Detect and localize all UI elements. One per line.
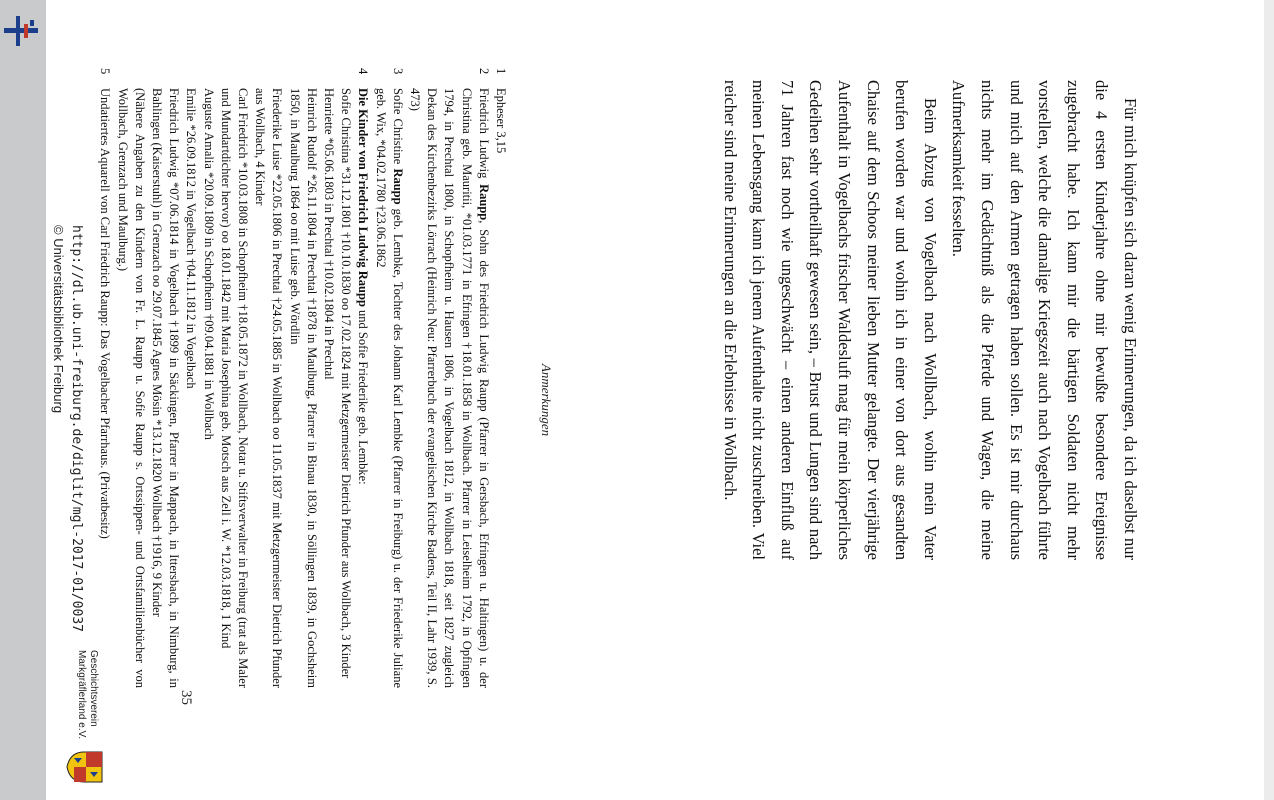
note-item [492,68,509,688]
note-text [354,88,371,688]
note-text-content: Friederike Luise *22.05.1806 in Prechtal †24.05.1885 in Wollbach oo 11.05.1837 mit Metzgermeister Dietrich Pfunder aus Wollbach, 4 Kinder [253,88,285,688]
viewer-left-strip [0,0,46,800]
note-item [337,68,354,688]
note-text-content: Sofie Christina *31.12.1801 †10.10.1830 oo 17.02.1824 mit Metzgermeister Dietrich Pfunder aus Wollbach, 3 Kinder [339,88,354,679]
note-item [113,68,147,688]
note-item [148,68,182,688]
note-text-post: und Sofie Friederike geb. Lembke: [356,306,371,485]
note-number: 5 [98,68,113,75]
footer-copyright: © Universitätsbibliothek Freiburg [51,225,66,414]
coat-of-arms-icon [66,750,104,784]
note-text-content: (Nähere Angaben zu den Kindern von Fr. L. Raupp u. Sofie Raupp s. Ortssippen- und Ortsfamilienbücher von Wollbach, Grenzach und Maulburg.) [115,88,147,688]
note-text-content: Undatiertes Aquarell von Carl Friedrich Raupp: Das Vogelbacher Pfarrhaus. (Privatbesitz) [98,88,113,539]
paragraph: Beim Abzug von Vogelbach nach Wollbach, wohin mein Vater berufen worden war und wohin ich in einer von dort aus gesandten Chaise auf dem Schoos meiner lieben Mutter gelangte. Der vierjährige Aufenthalt in Vogelbachs frischer Waldesluft mag für mein körperliches Gedeihen sehr vortheilhaft gewesen sein, – Brust und Lungen sind nach 71 Jahren fast noch wie ungeschwächt – einen anderen Einfluß auf meinen Lebensgang kann ich jenem Aufenthalte nicht zuschreiben. Viel reicher sind meine Erinnerungen an die Erlebnisse in Wollbach. [720,80,940,560]
note-text-content: Henriette *05.06.1803 in Prechtal †10.02.1804 in Prechtal [321,88,336,380]
note-text-content: Emilie *26.09.1812 in Vogelbach †04.11.1812 in Vogelbach [184,88,199,389]
note-text [96,88,113,688]
note-number: 4 [356,68,371,75]
note-text [251,88,285,688]
note-item [217,68,251,688]
note-text-pre: Friedrich Ludwig [476,88,491,185]
notes-list [96,68,509,688]
note-text-bold: Raupp [476,184,491,221]
note-text-bold: Raupp [390,168,405,205]
note-item [96,68,113,688]
note-number: 2 [476,68,491,75]
note-item [406,68,492,688]
note-text [406,88,492,688]
note-item [354,68,371,688]
note-text-post: , Sohn des Friedrich Ludwig Raupp (Pfarrer in Gersbach, Efringen u. Haltingen) u. der Christina geb. Mauritii, *01.03.1771 in Efringen †18.01.1858 in Wollbach. Pfarrer in Leiselheim 1792, in Opfingen 1794, in Prechtal 1800, in Schopfheim u. Hausen 1806, in Vogelbach 1812, in Wollbach 1818, seit 1827 zugleich Dekan des Kirchenbezirks Lörrach (Heinrich Neu: Pfarrerbuch der evangelischen Kirche Badens, Teil II, Lahr 1939, S. 473) [407,88,491,688]
note-text [371,88,405,688]
note-text-content: Friedrich Ludwig *07.06.1814 in Vogelbach †1899 in Säckingen, Pfarrer in Mappach, in Ittersbach, in Nimburg, in Bahlingen (Kaiserstuhl) in Grenzach oo 29.07.1845 Agnes Mösin *13.12.1820 Wollbach †1916, 9 Kinder [149,88,182,688]
note-text-content: Carl Friedrich *10.03.1808 in Schopfheim †18.05.1872 in Wollbach, Notar u. Stiftsverwalter in Freiburg (trat als Maler und Mundartdichter hervor) oo 18.01.1842 mit Maria Josephina geb. Motsch aus Zell i. W. *12.03.1818, 1 Kind [218,88,250,688]
note-text [199,88,216,688]
library-logo-icon [4,14,38,48]
page-number: 35 [178,690,194,705]
note-number: 3 [390,68,405,75]
note-item [285,68,319,688]
note-text-pre: Sofie Christine [390,88,405,169]
society-line-2: Markgräflerland e.V. [76,650,87,740]
note-item [199,68,216,688]
note-text [182,88,199,688]
note-text [217,88,251,688]
note-item [182,68,199,688]
note-text [113,88,147,688]
note-item [320,68,337,688]
notes-heading: Anmerkungen [539,363,554,437]
note-item [371,68,405,688]
note-text-content: Epheser 3,15 [494,88,508,154]
document-page [46,0,1264,800]
main-text [715,80,1144,560]
note-number: 1 [494,68,508,75]
note-text-post: geb. Lembke, Tochter des Johann Karl Lembke (Pfarrer in Freiburg) u. der Friederike Juliane geb. Wix, *04.02.1780 †23.06.1862 [373,88,405,688]
footer-url[interactable]: http://dl.ub.uni-freiburg.de/diglit/mgl-2017-01/0037 [69,225,84,632]
society-line-1: Geschichtsverein [88,650,99,727]
note-text [320,88,337,688]
note-text-content: Heinrich Rudolf *26.11.1804 in Prechtal †1878 in Maulburg, Pfarrer in Binau 1830, in Söllingen 1839, in Gochsheim 1850, in Maulburg 1864 oo mit Luise geb. Wördlin [287,88,319,688]
society-name [75,650,99,739]
note-item [251,68,285,688]
viewer-right-edge [1264,0,1274,800]
note-text [285,88,319,688]
note-text [337,88,354,688]
note-text [492,88,509,688]
note-text [148,88,182,688]
note-text-content: Auguste Amalia *20.09.1809 in Schopfheim †09.04.1881 in Wollbach [201,88,216,440]
paragraph: Für mich knüpfen sich daran wenig Erinnerungen, da ich daselbst nur die 4 ersten Kinderjahre ohne mir bewußte besondere Ereignisse zugebracht habe. Ich kann mir die bärtigen Soldaten nicht mehr vorstellen, welche die damalige Kriegszeit auch nach Vogelbach führte und mich auf den Armen getragen haben sollen. Es ist mir durchaus nichts mehr im Gedächtniß als die Pferde und Wagen, die meine Aufmerksamkeit fesselten. [949,80,1140,560]
note-text-bold: Die Kinder von Friedrich Ludwig Raupp [356,88,371,307]
